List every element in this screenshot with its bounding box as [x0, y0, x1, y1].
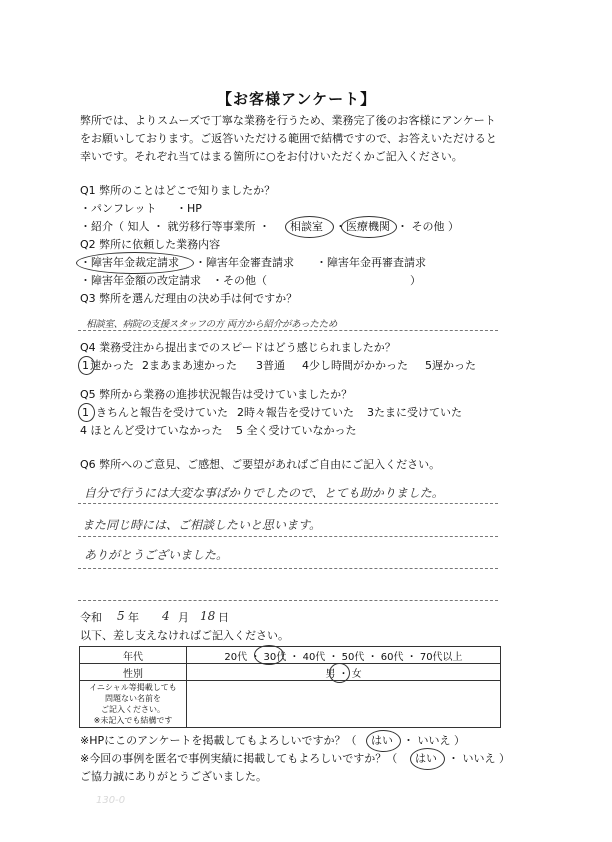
q5-option-4[interactable]: 4 ほとんど受けていなかった	[80, 424, 223, 437]
q5-option-3[interactable]: 3たまに受けていた	[367, 406, 462, 419]
q6-handwritten-answer-1: 自分で行うには大変な事ばかりでしたので、とても助かりました。	[84, 486, 444, 500]
q4-option-4[interactable]: 4少し時間がかかった	[302, 359, 408, 372]
intro-line-2: をお願いしております。ご返答いただける範囲で結構ですので、お答えいただけると	[80, 132, 497, 145]
q6-handwritten-answer-3: ありがとうございました。	[84, 548, 229, 562]
q3-handwritten-answer: 相談室、病院の支援スタッフの方 両方から紹介があったため	[86, 319, 338, 330]
table-intro: 以下、差し支えなければご記入ください。	[80, 629, 289, 642]
gender-options[interactable]: 男 ・ 女	[187, 664, 501, 681]
q3-question: Q3 弊所を選んだ理由の決め手は何ですか？	[80, 292, 298, 305]
selection-circle-mark	[366, 730, 401, 752]
q4-option-3[interactable]: 3普通	[256, 359, 285, 372]
q2-option-shinsa[interactable]: ・障害年金審査請求	[195, 256, 294, 269]
q4-option-1-number[interactable]: 1	[82, 359, 89, 372]
page-title: 【お客様アンケート】	[217, 90, 377, 108]
name-field[interactable]	[187, 681, 501, 728]
selection-circle-mark	[78, 403, 95, 422]
q5-option-1[interactable]: きちんと報告を受けていた	[96, 406, 228, 419]
q2-question: Q2 弊所に依頼した業務内容	[80, 238, 221, 251]
answer-line	[78, 330, 498, 331]
faint-mark: 130-0	[96, 795, 126, 806]
selection-circle-mark	[254, 645, 284, 665]
q4-option-1[interactable]: 速かった	[90, 359, 134, 372]
q4-option-2[interactable]: 2まあまあ速かった	[142, 359, 237, 372]
selection-circle-mark	[329, 663, 350, 683]
closing-thanks: ご協力誠にありがとうございました。	[80, 770, 267, 783]
q5-option-1-number[interactable]: 1	[82, 406, 89, 419]
name-label-line-4: ※未記入でも結構です	[93, 716, 173, 725]
age-label: 年代	[80, 647, 187, 664]
selection-circle-mark	[76, 252, 194, 274]
name-label-line-1: イニシャル等掲載しても	[89, 683, 177, 692]
consent-hp-question: ※HPにこのアンケートを掲載してもよろしいですか？（	[80, 734, 357, 747]
date-year-value[interactable]: 5	[117, 609, 125, 623]
answer-line	[78, 568, 498, 569]
selection-circle-mark	[78, 356, 95, 375]
q1-option-hp[interactable]: ・HP	[176, 202, 202, 215]
gender-label: 性別	[80, 664, 187, 681]
q1-option-iryokikan[interactable]: 医療機関	[346, 220, 390, 233]
date-day-label: 日	[218, 611, 229, 624]
q1-option-soudanshitsu[interactable]: 相談室	[290, 220, 323, 233]
q2-option-saitei[interactable]: ・障害年金裁定請求	[80, 256, 179, 269]
q1-option-pamphlet[interactable]: ・パンフレット	[80, 202, 157, 215]
q2-option-saishinsa[interactable]: ・障害年金再審査請求	[316, 256, 426, 269]
selection-circle-mark	[341, 216, 397, 238]
date-era: 令和	[80, 611, 102, 624]
q2-option-other[interactable]: ・その他（	[212, 274, 267, 287]
answer-line	[78, 600, 498, 601]
q2-option-kaitei[interactable]: ・障害年金額の改定請求	[80, 274, 201, 287]
intro-line-3: 幸いです。それぞれ当てはまる箇所に○をお付けいただくかご記入ください。	[80, 150, 463, 163]
date-month-value[interactable]: 4	[162, 609, 170, 623]
q5-option-2[interactable]: 2時々報告を受けていた	[237, 406, 354, 419]
date-year-label: 年	[128, 611, 139, 624]
selection-circle-mark	[410, 748, 445, 770]
date-day-value[interactable]: 18	[200, 609, 216, 623]
consent-hp-no[interactable]: ・ いいえ ）	[403, 734, 465, 747]
name-label-line-3: ご記入ください。	[101, 705, 165, 714]
q4-question: Q4 業務受注から提出までのスピードはどう感じられましたか？	[80, 341, 396, 354]
answer-line	[78, 536, 498, 537]
respondent-info-table	[79, 646, 501, 728]
date-month-label: 月	[178, 611, 189, 624]
name-label-line-2: 問題ない名前を	[105, 694, 161, 703]
q4-option-5[interactable]: 5遅かった	[425, 359, 476, 372]
q6-question: Q6 弊所へのご意見、ご感想、ご要望があればご自由にご記入ください。	[80, 458, 441, 471]
selection-circle-mark	[285, 216, 334, 238]
q1-question: Q1 弊所のことはどこで知りましたか？	[80, 184, 276, 197]
consent-case-question: ※今回の事例を匿名で事例実績に掲載してもよろしいですか？（	[80, 752, 398, 765]
q1-option-introduction[interactable]: ・紹介（ 知人 ・ 就労移行等事業所 ・	[80, 220, 270, 233]
q1-option-other[interactable]: ・ その他 ）	[397, 220, 459, 233]
name-label	[80, 681, 187, 728]
consent-case-no[interactable]: ・ いいえ ）	[448, 752, 510, 765]
intro-line-1: 弊所では、よりスムーズで丁寧な業務を行うため、業務完了後のお客様にアンケート	[80, 114, 496, 127]
q5-option-5[interactable]: 5 全く受けていなかった	[236, 424, 357, 437]
q2-other-close-paren: ）	[410, 274, 421, 287]
consent-hp-yes[interactable]: はい	[371, 734, 393, 747]
q5-question: Q5 弊所から業務の進捗状況報告は受けていましたか？	[80, 388, 353, 401]
answer-line	[78, 503, 498, 504]
consent-case-yes[interactable]: はい	[415, 752, 437, 765]
age-options[interactable]: 20代 ・ 30代 ・ 40代 ・ 50代 ・ 60代 ・ 70代以上	[187, 647, 501, 664]
q6-handwritten-answer-2: また同じ時には、ご相談したいと思います。	[82, 518, 322, 532]
